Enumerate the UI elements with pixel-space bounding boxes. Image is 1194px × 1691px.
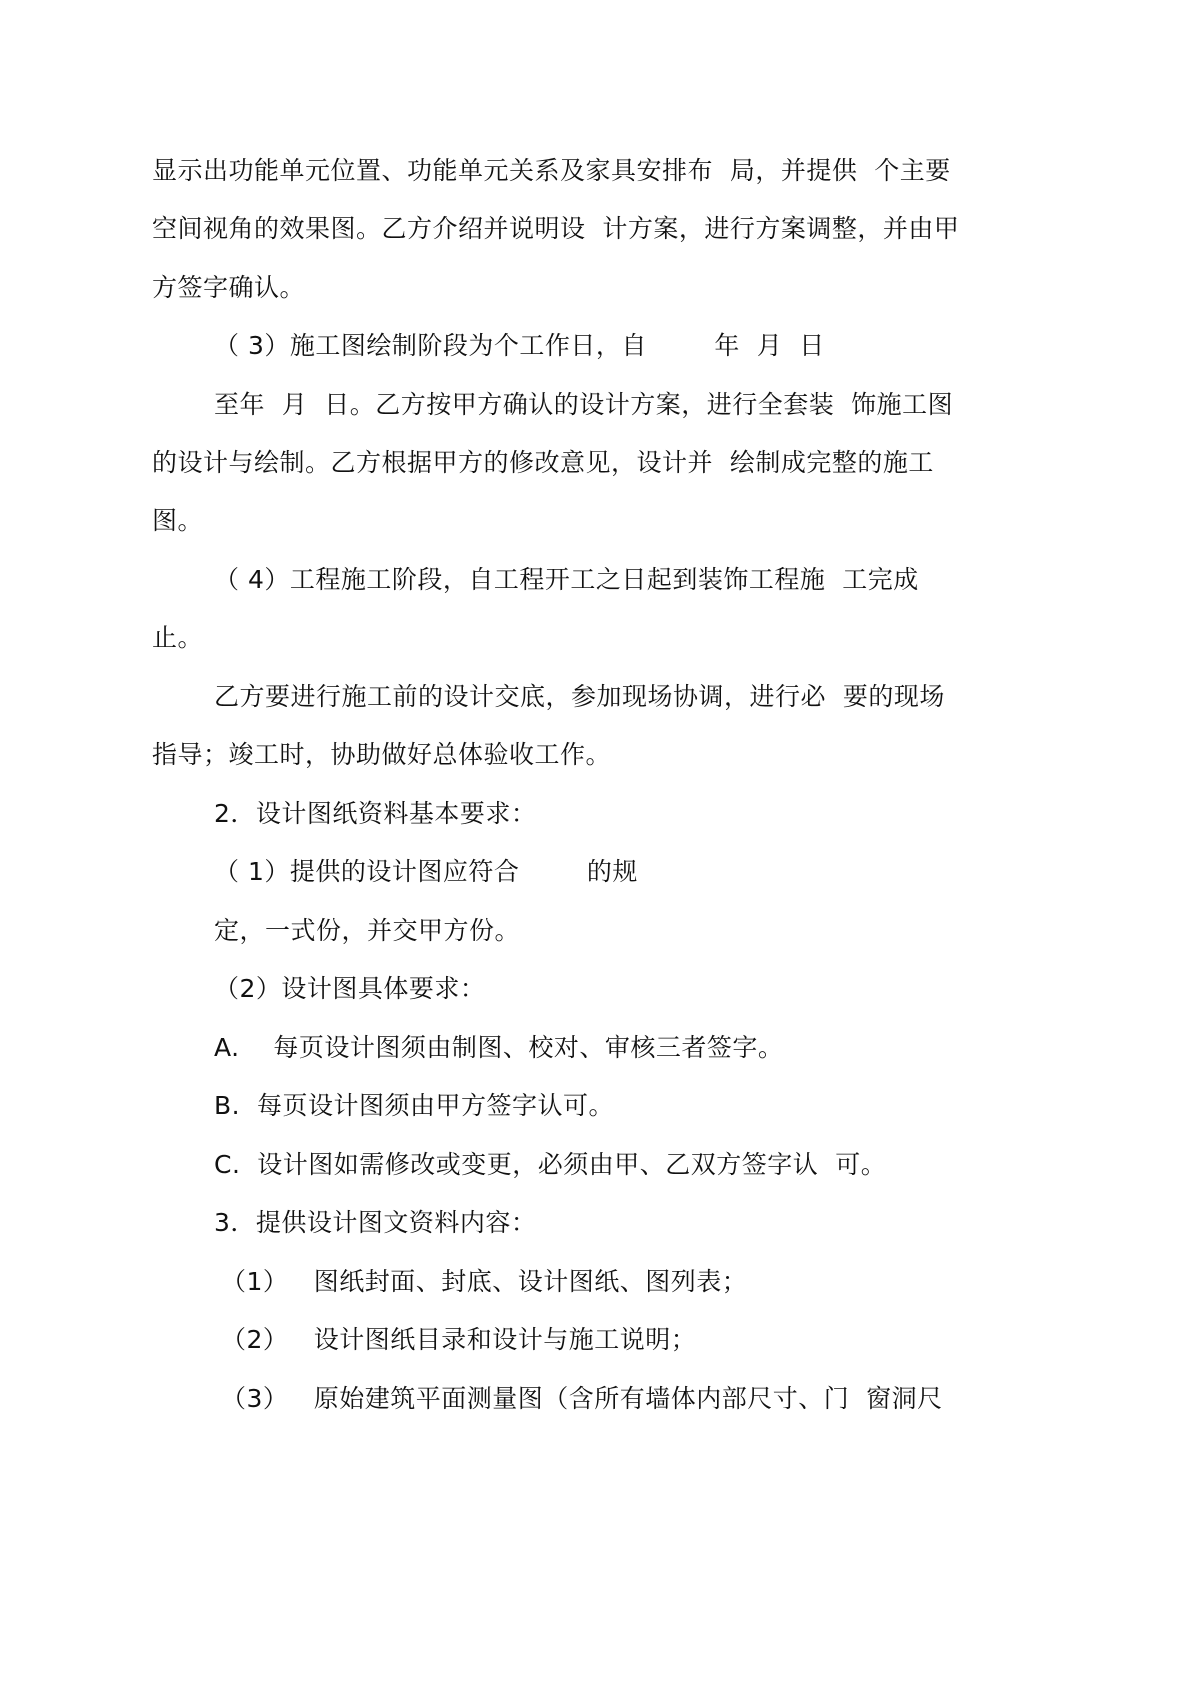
text-line-17: B. 每页设计图须由甲方签字认可。 xyxy=(214,1091,614,1120)
text-line-16: A. 每页设计图须由制图、校对、审核三者签字。 xyxy=(214,1033,784,1062)
text-line-18: C. 设计图如需修改或变更，必须由甲、乙双方签字认 可。 xyxy=(214,1150,887,1179)
text-line-3: 方签字确认。 xyxy=(152,273,306,302)
text-line-11: 指导；竣工时，协助做好总体验收工作。 xyxy=(152,740,612,769)
text-line-22: （3） 原始建筑平面测量图（含所有墙体内部尺寸、门 窗洞尺 xyxy=(221,1384,943,1413)
text-line-9: 止。 xyxy=(152,623,204,652)
text-line-15: （2）设计图具体要求： xyxy=(214,974,486,1003)
text-line-7: 图。 xyxy=(152,506,204,535)
text-line-10: 乙方要进行施工前的设计交底，参加现场协调，进行必 要的现场 xyxy=(214,682,945,711)
text-line-13: （ 1）提供的设计图应符合 的规 xyxy=(214,857,638,886)
text-line-12: 2．设计图纸资料基本要求： xyxy=(214,799,537,828)
text-line-21: （2） 设计图纸目录和设计与施工说明； xyxy=(221,1325,697,1354)
text-line-2: 空间视角的效果图。乙方介绍并说明设 计方案，进行方案调整，并由甲 xyxy=(152,214,960,243)
text-line-1: 显示出功能单元位置、功能单元关系及家具安排布 局，并提供 个主要 xyxy=(152,156,951,185)
text-line-4: （ 3）施工图绘制阶段为个工作日，自 年 月 日 xyxy=(214,331,825,360)
text-line-19: 3．提供设计图文资料内容： xyxy=(214,1208,537,1237)
text-line-5: 至年 月 日。乙方按甲方确认的设计方案，进行全套装 饰施工图 xyxy=(214,390,954,419)
text-line-8: （ 4）工程施工阶段，自工程开工之日起到装饰工程施 工完成 xyxy=(214,565,919,594)
text-line-6: 的设计与绘制。乙方根据甲方的修改意见，设计并 绘制成完整的施工 xyxy=(152,448,934,477)
text-line-20: （1） 图纸封面、封底、设计图纸、图列表； xyxy=(221,1267,748,1296)
text-line-14: 定，一式份，并交甲方份。 xyxy=(214,916,521,945)
